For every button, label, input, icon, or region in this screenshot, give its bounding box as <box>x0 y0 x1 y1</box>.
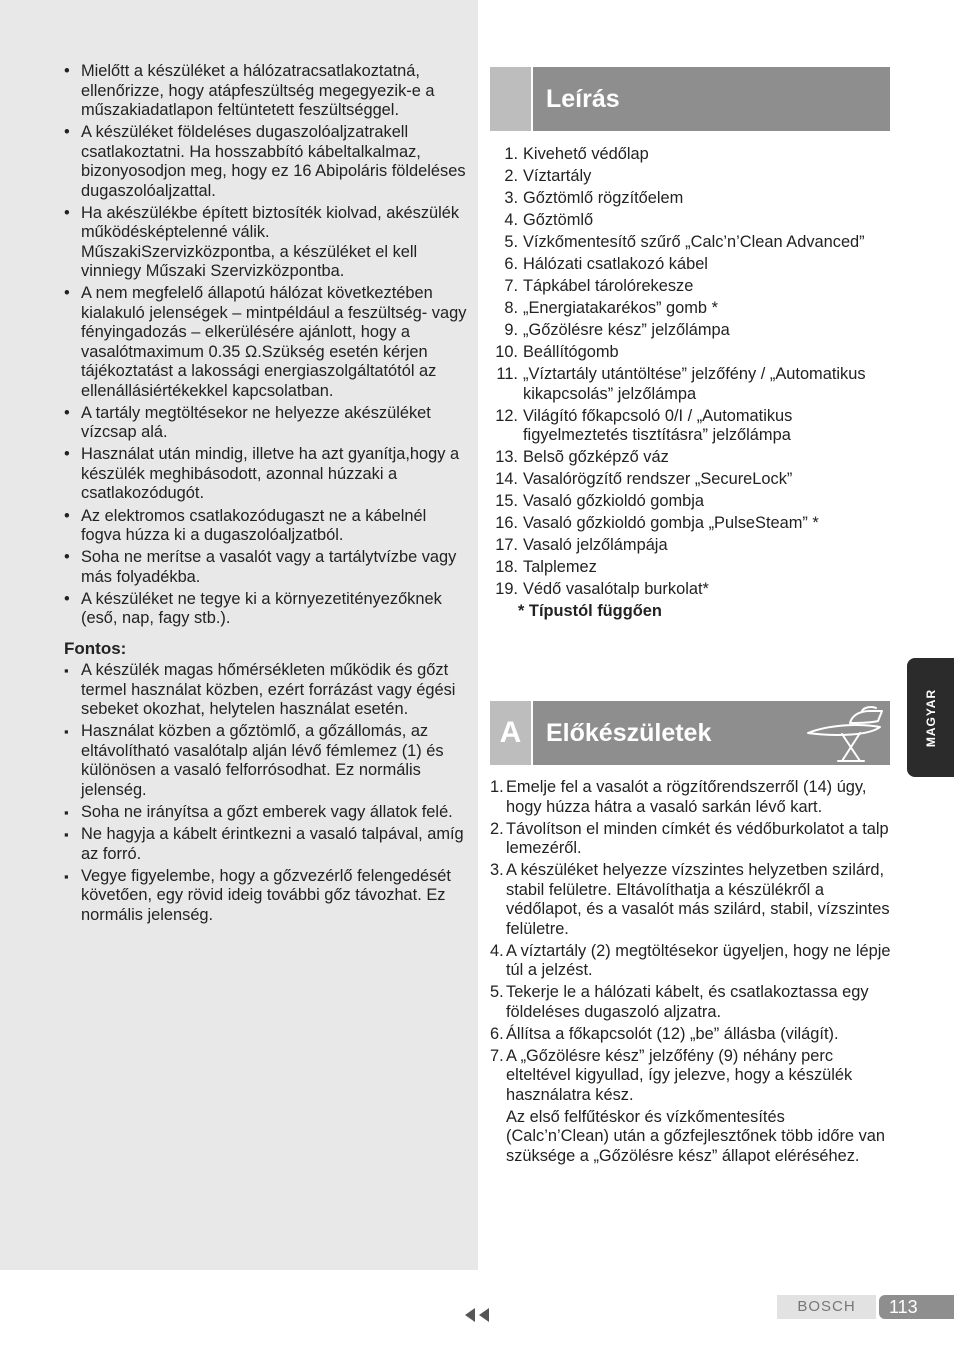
list-item: • A készüléket földeléses dugaszolóaljzatrakell csatlakoztatni. Ha hosszabbító kábeltalkalmaz, bizonyosodjon meg, hogy ez 16 Abipoláris földeléses dugaszolóaljzattal. <box>64 123 468 201</box>
header-divider <box>531 67 533 131</box>
list-item: ▪ Használat közben a gőztömlő, a gőzállomás, az eltávolítható vasalótalp alján lévő fémlemez (1) és különösen a vasaló felforrósodhat. Ez normális jelenség. <box>64 722 468 800</box>
elokeszuletek-title: Előkészületek <box>546 719 712 747</box>
fontos-list <box>64 661 468 925</box>
header-divider <box>531 701 533 765</box>
elokeszuletek-header <box>490 701 890 765</box>
list-item: 12. Világító főkapcsoló 0/I / „Automatikus figyelmeztetés tisztításra” jelzőlámpa <box>495 406 793 444</box>
leiras-letter-box <box>490 67 531 131</box>
list-item: • A tartály megtöltésekor ne helyezze akészüléket vízcsap alá. <box>64 404 468 443</box>
list-item: 7. A „Gőzölésre kész” jelzőfény (9) néhány perc elteltével kigyullad, így jelezve, hogy a készülék használatra kész. <box>490 1046 853 1104</box>
fontos-heading: Fontos: <box>64 638 127 658</box>
list-item: 7. Tápkábel tárolórekesze <box>504 277 694 295</box>
list-item: 1. Emelje fel a vasalót a rögzítőrendszerről (14) úgy, hogy húzza hátra a vasaló sarkán lévő kart. <box>490 778 867 816</box>
list-item: 11. „Víztartály utántöltése” jelzőfény / „Automatikus kikapcsolás” jelzőlámpa <box>496 365 866 403</box>
list-item: 2. Víztartály <box>504 167 592 185</box>
list-item: 13. Belsõ gőzképző váz <box>495 448 669 466</box>
double-left-arrow-icon[interactable] <box>463 1306 491 1324</box>
safety-list <box>64 62 468 629</box>
safety-instructions <box>64 62 468 928</box>
list-item: 1. Kivehető védőlap <box>504 145 649 163</box>
list-item: • A készüléket ne tegye ki a környezetitényezőknek (eső, nap, fagy stb.). <box>64 590 468 629</box>
list-item: ▪ Ne hagyja a kábelt érintkezni a vasaló talpával, amíg az forró. <box>64 825 468 864</box>
section-letter: A <box>490 701 531 765</box>
parts-list <box>490 145 890 622</box>
list-item: • Az elektromos csatlakozódugaszt ne a kábelnél fogva húzza ki a dugaszolóaljzatból. <box>64 507 468 546</box>
leiras-header <box>490 67 890 131</box>
ironing-board-icon <box>798 703 890 763</box>
list-item: • Soha ne merítse a vasalót vagy a tartálytvízbe vagy más folyadékba. <box>64 548 468 587</box>
list-item: 15. Vasaló gőzkioldó gombja <box>495 492 705 510</box>
list-item: 16. Vasaló gőzkioldó gombja „PulseSteam” * <box>495 514 819 532</box>
list-item: 19. Védő vasalótalp burkolat* <box>495 580 709 598</box>
list-item: 8. „Energiatakarékos” gomb * <box>504 299 718 317</box>
list-item: ▪ A készülék magas hőmérsékleten működik és gőzt termel használat közben, ezért forrázást vagy égési sebeket okozhat, helytelen használat esetén. <box>64 661 468 720</box>
list-item: • A nem megfelelő állapotú hálózat következtében kialakuló jelenségek – mintpéldául a feszültség- vagy fényingadozás – elkerülésére ajánlott, hogy a vasalótmaximum 0.35 Ω.Szükség esetén kérjen tájékoztatást a lakossági energiaszolgáltatótól az ellenállásiértékekkel kapcsolatban. <box>64 284 468 401</box>
page-number: 113 <box>879 1295 954 1319</box>
list-item: • Mielőtt a készüléket a hálózatracsatlakoztatná, ellenőrizze, hogy atápfeszültség megegyezik-e a műszakiadatlapon feltüntetett feszültséggel. <box>64 62 468 121</box>
list-item: 4. Gőztömlő <box>504 211 594 229</box>
step-7-note: Az első felfűtéskor és vízkőmentesítés (Calc’n’Clean) után a gőzfejlesztőnek több időre van szüksége a „Gőzölésre kész” állapot eléréséhez. <box>506 1107 886 1165</box>
language-tab <box>907 658 954 777</box>
list-item: • Használat után mindig, illetve ha azt gyanítja,hogy a készülék meghibásodott, azonnal húzzaki a csatlakozódugót. <box>64 445 468 504</box>
list-item: ▪ Vegye figyelembe, hogy a gőzvezérlő felengedését követően, egy rövid ideig további gőz távozhat. Ez normális jelenség. <box>64 867 468 926</box>
brand-label: BOSCH <box>777 1295 876 1319</box>
list-item: 6. Állítsa a főkapcsolót (12) „be” állásba (világít). <box>490 1024 839 1043</box>
list-item: 5. Vízkőmentesítő szűrő „Calc’n’Clean Advanced” <box>504 233 865 251</box>
leiras-title: Leírás <box>546 85 620 113</box>
list-item: 17. Vasaló jelzőlámpája <box>495 536 668 554</box>
type-note: * Típustól függően <box>518 602 662 620</box>
list-item: 5. Tekerje le a hálózati kábelt, és csatlakoztassa egy földeléses dugaszoló aljzatra. <box>490 983 869 1021</box>
list-item: ▪ Soha ne irányítsa a gőzt emberek vagy állatok felé. <box>64 803 468 823</box>
language-label: MAGYAR <box>923 688 938 747</box>
list-item: 10. Beállítógomb <box>495 343 619 361</box>
list-item: 2. Távolítson el minden címkét és védőburkolatot a talp lemezéről. <box>490 819 889 857</box>
list-item: 9. „Gőzölésre kész” jelzőlámpa <box>504 321 730 339</box>
list-item: 4. A víztartály (2) megtöltésekor ügyeljen, hogy ne lépje túl a jelzést. <box>490 941 891 979</box>
list-item: • Ha akészülékbe épített biztosíték kiolvad, akészülék működésképtelenné válik. MűszakiSzervizközpontba, a készüléket el kell vinniegy Műszaki Szervizközpontba. <box>64 204 468 282</box>
list-item: 3. Gőztömlő rögzítőelem <box>504 189 684 207</box>
list-item: 18. Talplemez <box>495 558 597 576</box>
list-item: 14. Vasalórögzítő rendszer „SecureLock” <box>495 470 793 488</box>
list-item: 6. Hálózati csatlakozó kábel <box>504 255 708 273</box>
preparation-steps <box>490 778 892 1166</box>
list-item: 3. A készüléket helyezze vízszintes helyzetben szilárd, stabil felületre. Eltávolíthatja a készülékről a védőlapot, és a vasalót más szilárd, stabil, vízszintes felületre. <box>490 861 890 938</box>
